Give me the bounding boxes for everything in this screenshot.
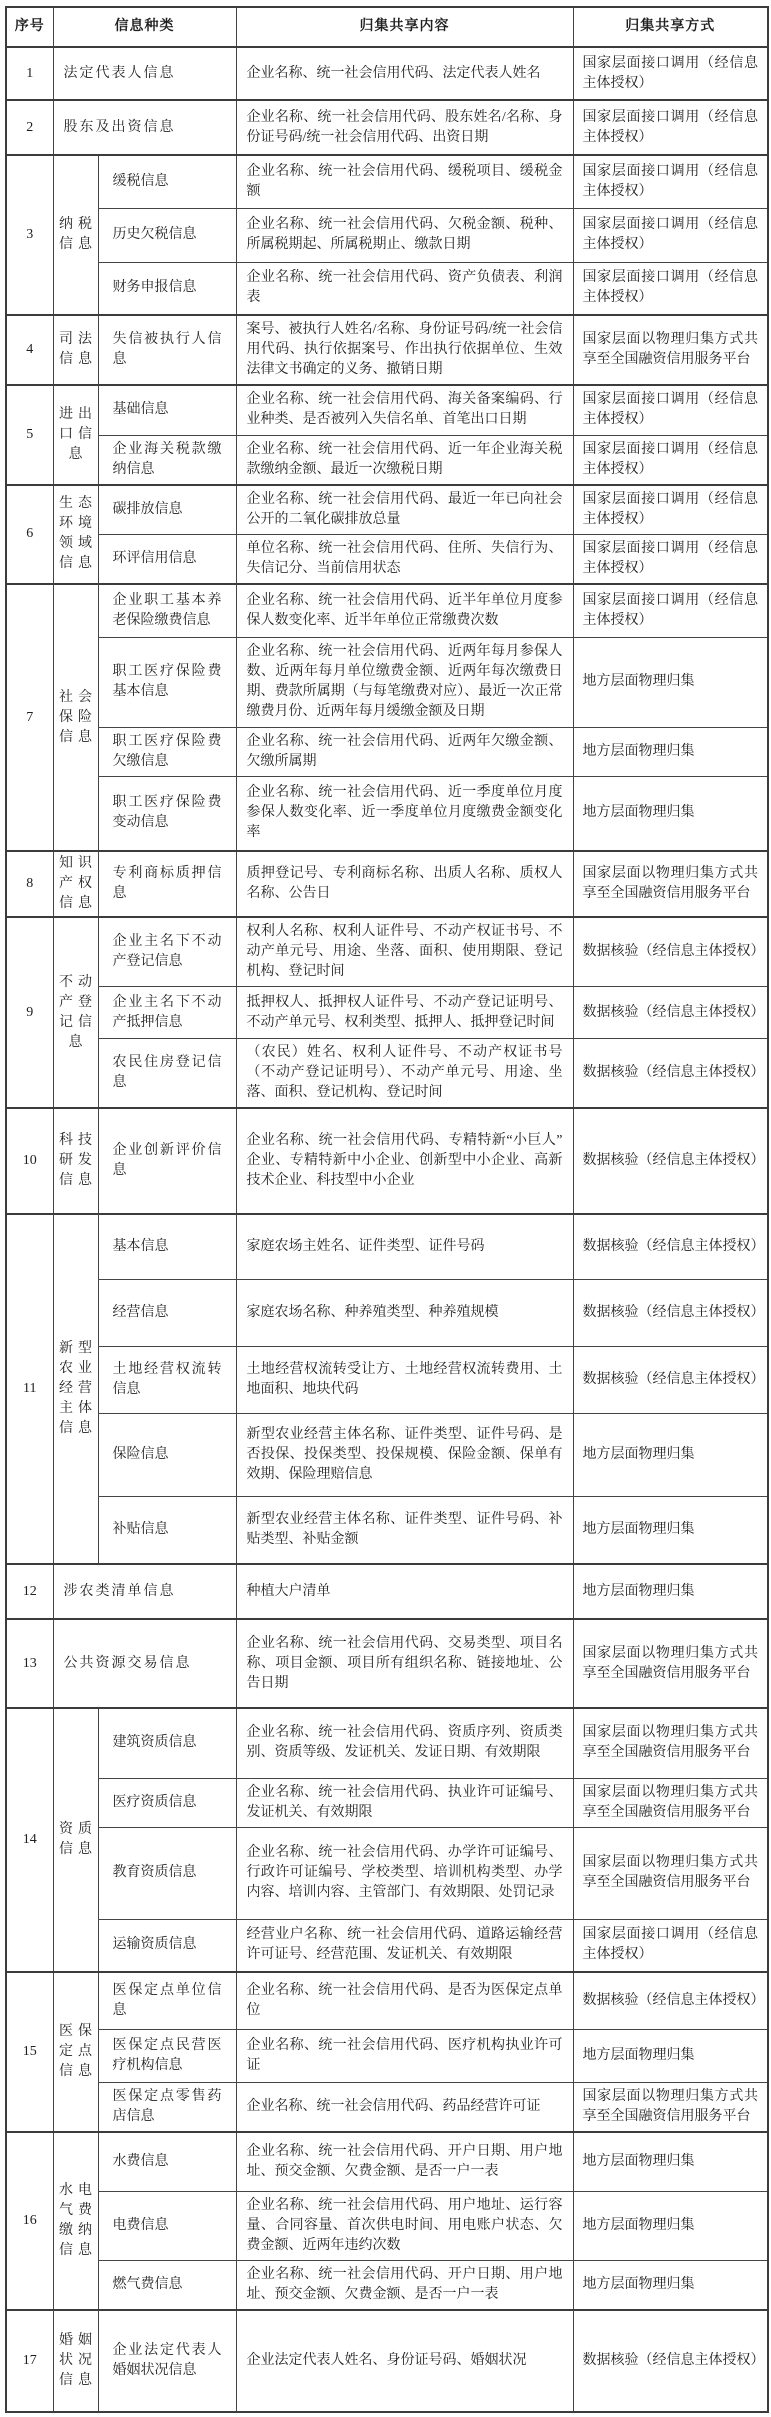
content-cell: 企业名称、统一社会信用代码、开户日期、用户地址、预交金额、欠费金额、是否一户一表 bbox=[236, 2260, 573, 2310]
content-cell: 企业名称、统一社会信用代码、医疗机构执业许可证 bbox=[236, 2029, 573, 2082]
subtype-cell: 碳排放信息 bbox=[98, 485, 236, 535]
subtype-cell: 企业职工基本养老保险缴费信息 bbox=[98, 584, 236, 637]
method-cell: 国家层面接口调用（经信息主体授权） bbox=[573, 47, 768, 100]
method-cell: 地方层面物理归集 bbox=[573, 1413, 768, 1496]
method-cell: 国家层面接口调用（经信息主体授权） bbox=[573, 385, 768, 435]
subtype-cell: 电费信息 bbox=[98, 2191, 236, 2260]
table-row bbox=[6, 208, 768, 262]
category-cell: 涉农类清单信息 bbox=[53, 1564, 236, 1619]
subtype-cell: 医保定点单位信息 bbox=[98, 1972, 236, 2029]
method-cell: 地方层面物理归集 bbox=[573, 727, 768, 776]
subtype-cell: 历史欠税信息 bbox=[98, 208, 236, 262]
content-cell: 企业法定代表人姓名、身份证号码、婚姻状况 bbox=[236, 2310, 573, 2412]
header-row bbox=[6, 7, 768, 47]
method-cell: 地方层面物理归集 bbox=[573, 1496, 768, 1564]
table-row bbox=[6, 262, 768, 315]
method-cell: 地方层面物理归集 bbox=[573, 2191, 768, 2260]
method-cell: 国家层面接口调用（经信息主体授权） bbox=[573, 100, 768, 155]
subtype-cell: 农民住房登记信息 bbox=[98, 1039, 236, 1109]
subtype-cell: 企业主名下不动产登记信息 bbox=[98, 917, 236, 987]
method-cell: 国家层面以物理归集方式共享至全国融资信用服务平台 bbox=[573, 315, 768, 385]
content-cell: 企业名称、统一社会信用代码、药品经营许可证 bbox=[236, 2082, 573, 2132]
content-cell: 企业名称、统一社会信用代码、办学许可证编号、行政许可证编号、学校类型、培训机构类型、办学内容、培训内容、主管部门、有效期限、处罚记录 bbox=[236, 1827, 573, 1919]
table-row bbox=[6, 1279, 768, 1346]
subtype-cell: 保险信息 bbox=[98, 1413, 236, 1496]
table-row bbox=[6, 1778, 768, 1827]
content-cell: 企业名称、统一社会信用代码、资质序列、资质类别、资质等级、发证机关、发证日期、有效期限 bbox=[236, 1708, 573, 1778]
table-row bbox=[6, 1108, 768, 1214]
method-cell: 数据核验（经信息主体授权） bbox=[573, 1346, 768, 1413]
category-cell: 股东及出资信息 bbox=[53, 100, 236, 155]
subtype-cell: 土地经营权流转信息 bbox=[98, 1346, 236, 1413]
row-number-cell: 8 bbox=[6, 851, 53, 917]
category-cell: 医保定点信息 bbox=[53, 1972, 98, 2132]
table-row bbox=[6, 100, 768, 155]
method-cell: 数据核验（经信息主体授权） bbox=[573, 917, 768, 987]
content-cell: 企业名称、统一社会信用代码、近一季度单位月度参保人数变化率、近一季度单位月度缴费金额变化率 bbox=[236, 776, 573, 851]
subtype-cell: 运输资质信息 bbox=[98, 1919, 236, 1972]
method-cell: 数据核验（经信息主体授权） bbox=[573, 2310, 768, 2412]
table-row bbox=[6, 727, 768, 776]
table-row bbox=[6, 2191, 768, 2260]
row-number-cell: 1 bbox=[6, 47, 53, 100]
content-cell: 企业名称、统一社会信用代码、专精特新“小巨人”企业、专精特新中小企业、创新型中小企业、高新技术企业、科技型中小企业 bbox=[236, 1108, 573, 1214]
table-row bbox=[6, 2132, 768, 2191]
subtype-cell: 基本信息 bbox=[98, 1214, 236, 1279]
row-number-cell: 10 bbox=[6, 1108, 53, 1214]
method-cell: 国家层面接口调用（经信息主体授权） bbox=[573, 435, 768, 485]
content-cell: 土地经营权流转受让方、土地经营权流转费用、土地面积、地块代码 bbox=[236, 1346, 573, 1413]
table-row bbox=[6, 2310, 768, 2412]
category-cell: 知识产权信息 bbox=[53, 851, 98, 917]
method-cell: 国家层面接口调用（经信息主体授权） bbox=[573, 485, 768, 535]
table-row bbox=[6, 1564, 768, 1619]
table-row bbox=[6, 1919, 768, 1972]
table-row bbox=[6, 435, 768, 485]
content-cell: 企业名称、统一社会信用代码、欠税金额、税种、所属税期起、所属税期止、缴款日期 bbox=[236, 208, 573, 262]
subtype-cell: 财务申报信息 bbox=[98, 262, 236, 315]
method-cell: 国家层面以物理归集方式共享至全国融资信用服务平台 bbox=[573, 2082, 768, 2132]
method-cell: 国家层面接口调用（经信息主体授权） bbox=[573, 262, 768, 315]
method-cell: 地方层面物理归集 bbox=[573, 1564, 768, 1619]
row-number-cell: 12 bbox=[6, 1564, 53, 1619]
subtype-cell: 教育资质信息 bbox=[98, 1827, 236, 1919]
method-cell: 国家层面接口调用（经信息主体授权） bbox=[573, 535, 768, 585]
content-cell: 家庭农场主姓名、证件类型、证件号码 bbox=[236, 1214, 573, 1279]
content-cell: 企业名称、统一社会信用代码、近一年企业海关税款缴纳金额、最近一次缴税日期 bbox=[236, 435, 573, 485]
content-cell: 新型农业经营主体名称、证件类型、证件号码、是否投保、投保类型、投保规模、保险金额、保单有效期、保险理赔信息 bbox=[236, 1413, 573, 1496]
table-row bbox=[6, 1496, 768, 1564]
col-header-category: 信息种类 bbox=[53, 7, 236, 47]
table-row bbox=[6, 2029, 768, 2082]
subtype-cell: 医保定点民营医疗机构信息 bbox=[98, 2029, 236, 2082]
method-cell: 数据核验（经信息主体授权） bbox=[573, 1039, 768, 1109]
content-cell: 企业名称、统一社会信用代码、交易类型、项目名称、项目金额、项目所有组织名称、链接地址、公告日期 bbox=[236, 1619, 573, 1708]
content-cell: （农民）姓名、权利人证件号、不动产权证书号（不动产登记证明号）、不动产单元号、用途、坐落、面积、登记机构、登记时间 bbox=[236, 1039, 573, 1109]
row-number-cell: 7 bbox=[6, 584, 53, 851]
row-number-cell: 5 bbox=[6, 385, 53, 485]
subtype-cell: 失信被执行人信息 bbox=[98, 315, 236, 385]
content-cell: 种植大户清单 bbox=[236, 1564, 573, 1619]
content-cell: 企业名称、统一社会信用代码、最近一年已向社会公开的二氧化碳排放总量 bbox=[236, 485, 573, 535]
table-row bbox=[6, 1346, 768, 1413]
content-cell: 企业名称、统一社会信用代码、资产负债表、利润表 bbox=[236, 262, 573, 315]
content-cell: 权利人名称、权利人证件号、不动产权证书号、不动产单元号、用途、坐落、面积、使用期限、登记机构、登记时间 bbox=[236, 917, 573, 987]
row-number-cell: 6 bbox=[6, 485, 53, 585]
subtype-cell: 职工医疗保险费变动信息 bbox=[98, 776, 236, 851]
method-cell: 数据核验（经信息主体授权） bbox=[573, 1279, 768, 1346]
category-cell: 不动产登记信息 bbox=[53, 917, 98, 1108]
category-cell: 生态环境领域信息 bbox=[53, 485, 98, 585]
table-row bbox=[6, 385, 768, 435]
method-cell: 国家层面接口调用（经信息主体授权） bbox=[573, 155, 768, 208]
row-number-cell: 15 bbox=[6, 1972, 53, 2132]
table-row bbox=[6, 485, 768, 535]
method-cell: 数据核验（经信息主体授权） bbox=[573, 1972, 768, 2029]
subtype-cell: 缓税信息 bbox=[98, 155, 236, 208]
category-cell: 法定代表人信息 bbox=[53, 47, 236, 100]
table-row bbox=[6, 535, 768, 585]
table-row bbox=[6, 851, 768, 917]
table-row bbox=[6, 584, 768, 637]
method-cell: 地方层面物理归集 bbox=[573, 637, 768, 727]
subtype-cell: 经营信息 bbox=[98, 1279, 236, 1346]
row-number-cell: 14 bbox=[6, 1708, 53, 1972]
row-number-cell: 2 bbox=[6, 100, 53, 155]
table-row bbox=[6, 1214, 768, 1279]
subtype-cell: 企业创新评价信息 bbox=[98, 1108, 236, 1214]
category-cell: 司法信息 bbox=[53, 315, 98, 385]
content-cell: 家庭农场名称、种养殖类型、种养殖规模 bbox=[236, 1279, 573, 1346]
subtype-cell: 补贴信息 bbox=[98, 1496, 236, 1564]
row-number-cell: 16 bbox=[6, 2132, 53, 2310]
subtype-cell: 基础信息 bbox=[98, 385, 236, 435]
row-number-cell: 9 bbox=[6, 917, 53, 1108]
row-number-cell: 4 bbox=[6, 315, 53, 385]
subtype-cell: 水费信息 bbox=[98, 2132, 236, 2191]
row-number-cell: 17 bbox=[6, 2310, 53, 2412]
method-cell: 国家层面以物理归集方式共享至全国融资信用服务平台 bbox=[573, 1827, 768, 1919]
content-cell: 企业名称、统一社会信用代码、股东姓名/名称、身份证号码/统一社会信用代码、出资日期 bbox=[236, 100, 573, 155]
table-row bbox=[6, 1039, 768, 1109]
content-cell: 企业名称、统一社会信用代码、法定代表人姓名 bbox=[236, 47, 573, 100]
content-cell: 单位名称、统一社会信用代码、住所、失信行为、失信记分、当前信用状态 bbox=[236, 535, 573, 585]
table-row bbox=[6, 2082, 768, 2132]
content-cell: 新型农业经营主体名称、证件类型、证件号码、补贴类型、补贴金额 bbox=[236, 1496, 573, 1564]
content-cell: 企业名称、统一社会信用代码、近两年欠缴金额、欠缴所属期 bbox=[236, 727, 573, 776]
col-header-index: 序号 bbox=[6, 7, 53, 47]
method-cell: 数据核验（经信息主体授权） bbox=[573, 1108, 768, 1214]
table-row bbox=[6, 1827, 768, 1919]
table-row bbox=[6, 987, 768, 1039]
method-cell: 国家层面以物理归集方式共享至全国融资信用服务平台 bbox=[573, 1778, 768, 1827]
subtype-cell: 医疗资质信息 bbox=[98, 1778, 236, 1827]
table-row bbox=[6, 47, 768, 100]
subtype-cell: 企业海关税款缴纳信息 bbox=[98, 435, 236, 485]
table-row bbox=[6, 155, 768, 208]
content-cell: 企业名称、统一社会信用代码、海关备案编码、行业种类、是否被列入失信名单、首笔出口日期 bbox=[236, 385, 573, 435]
content-cell: 企业名称、统一社会信用代码、近两年每月参保人数、近两年每月单位缴费金额、近两年每次缴费日期、费款所属期（与每笔缴费对应）、最近一次正常缴费月份、近两年每月缓缴金额及日期 bbox=[236, 637, 573, 727]
row-number-cell: 11 bbox=[6, 1214, 53, 1564]
subtype-cell: 企业主名下不动产抵押信息 bbox=[98, 987, 236, 1039]
table-row bbox=[6, 637, 768, 727]
content-cell: 企业名称、统一社会信用代码、开户日期、用户地址、预交金额、欠费金额、是否一户一表 bbox=[236, 2132, 573, 2191]
category-cell: 纳税信息 bbox=[53, 155, 98, 315]
subtype-cell: 职工医疗保险费基本信息 bbox=[98, 637, 236, 727]
method-cell: 地方层面物理归集 bbox=[573, 776, 768, 851]
subtype-cell: 职工医疗保险费欠缴信息 bbox=[98, 727, 236, 776]
subtype-cell: 医保定点零售药店信息 bbox=[98, 2082, 236, 2132]
category-cell: 社会保险信息 bbox=[53, 584, 98, 851]
table-row bbox=[6, 315, 768, 385]
content-cell: 企业名称、统一社会信用代码、执业许可证编号、发证机关、有效期限 bbox=[236, 1778, 573, 1827]
table-row bbox=[6, 1619, 768, 1708]
content-cell: 经营业户名称、统一社会信用代码、道路运输经营许可证号、经营范围、发证机关、有效期限 bbox=[236, 1919, 573, 1972]
category-cell: 公共资源交易信息 bbox=[53, 1619, 236, 1708]
content-cell: 案号、被执行人姓名/名称、身份证号码/统一社会信用代码、执行依据案号、作出执行依据单位、生效法律文书确定的义务、撤销日期 bbox=[236, 315, 573, 385]
method-cell: 地方层面物理归集 bbox=[573, 2132, 768, 2191]
content-cell: 质押登记号、专利商标名称、出质人名称、质权人名称、公告日 bbox=[236, 851, 573, 917]
content-cell: 企业名称、统一社会信用代码、缓税项目、缓税金额 bbox=[236, 155, 573, 208]
table-row bbox=[6, 1413, 768, 1496]
table-row bbox=[6, 1708, 768, 1778]
table-row bbox=[6, 1972, 768, 2029]
method-cell: 国家层面接口调用（经信息主体授权） bbox=[573, 208, 768, 262]
info-collection-table bbox=[5, 6, 769, 2413]
category-cell: 婚姻状况信息 bbox=[53, 2310, 98, 2412]
method-cell: 地方层面物理归集 bbox=[573, 2260, 768, 2310]
method-cell: 国家层面以物理归集方式共享至全国融资信用服务平台 bbox=[573, 1619, 768, 1708]
category-cell: 水电气费缴纳信息 bbox=[53, 2132, 98, 2310]
category-cell: 资质信息 bbox=[53, 1708, 98, 1972]
subtype-cell: 燃气费信息 bbox=[98, 2260, 236, 2310]
subtype-cell: 环评信用信息 bbox=[98, 535, 236, 585]
method-cell: 国家层面接口调用（经信息主体授权） bbox=[573, 584, 768, 637]
subtype-cell: 建筑资质信息 bbox=[98, 1708, 236, 1778]
category-cell: 科技研发信息 bbox=[53, 1108, 98, 1214]
col-header-content: 归集共享内容 bbox=[236, 7, 573, 47]
content-cell: 企业名称、统一社会信用代码、用户地址、运行容量、合同容量、首次供电时间、用电账户状态、欠费金额、近两年违约次数 bbox=[236, 2191, 573, 2260]
content-cell: 企业名称、统一社会信用代码、近半年单位月度参保人数变化率、近半年单位正常缴费次数 bbox=[236, 584, 573, 637]
table-row bbox=[6, 776, 768, 851]
col-header-method: 归集共享方式 bbox=[573, 7, 768, 47]
method-cell: 国家层面接口调用（经信息主体授权） bbox=[573, 1919, 768, 1972]
subtype-cell: 企业法定代表人婚姻状况信息 bbox=[98, 2310, 236, 2412]
content-cell: 企业名称、统一社会信用代码、是否为医保定点单位 bbox=[236, 1972, 573, 2029]
content-cell: 抵押权人、抵押权人证件号、不动产登记证明号、不动产单元号、权利类型、抵押人、抵押登记时间 bbox=[236, 987, 573, 1039]
row-number-cell: 13 bbox=[6, 1619, 53, 1708]
table-row bbox=[6, 2260, 768, 2310]
subtype-cell: 专利商标质押信息 bbox=[98, 851, 236, 917]
method-cell: 数据核验（经信息主体授权） bbox=[573, 1214, 768, 1279]
method-cell: 国家层面以物理归集方式共享至全国融资信用服务平台 bbox=[573, 1708, 768, 1778]
method-cell: 地方层面物理归集 bbox=[573, 2029, 768, 2082]
table-row bbox=[6, 917, 768, 987]
method-cell: 数据核验（经信息主体授权） bbox=[573, 987, 768, 1039]
category-cell: 新型农业经营主体信息 bbox=[53, 1214, 98, 1564]
method-cell: 国家层面以物理归集方式共享至全国融资信用服务平台 bbox=[573, 851, 768, 917]
category-cell: 进出口信息 bbox=[53, 385, 98, 485]
row-number-cell: 3 bbox=[6, 155, 53, 315]
